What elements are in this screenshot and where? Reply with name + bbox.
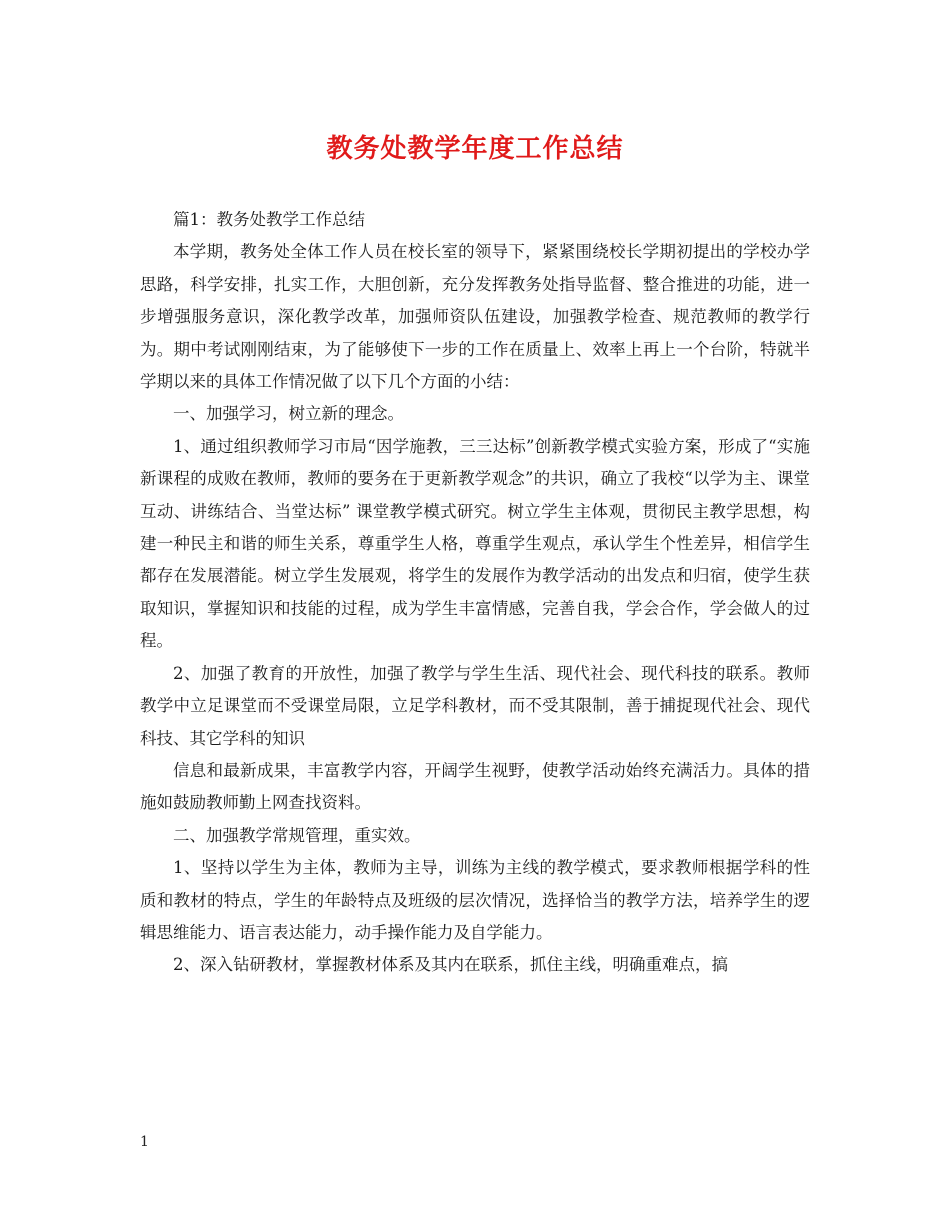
paragraph: 2、加强了教育的开放性，加强了教学与学生生活、现代社会、现代科技的联系。教师教学中立足课堂而不受课堂局限，立足学科教材，而不受其限制，善于捕捉现代社会、现代科技、其它学科的知识 (140, 663, 810, 748)
paragraph: 2、深入钻研教材，掌握教材体系及其内在联系，抓住主线，明确重难点，搞 (173, 955, 728, 975)
paragraph: 信息和最新成果，丰富教学内容，开阔学生视野，使教学活动始终充满活力。具体的措施如鼓励教师勤上网查找资料。 (140, 760, 810, 813)
paragraph: 本学期，教务处全体工作人员在校长室的领导下，紧紧围绕校长学期初提出的学校办学思路，科学安排，扎实工作，大胆创新，充分发挥教务处指导监督、整合推进的功能，进一步增强服务意识，深化教学改革，加强师资队伍建设，加强教学检查、规范教师的教学行为。期中考试刚刚结束，为了能够使下一步的工作在质量上、效率上再上一个台阶，特就半学期以来的具体工作情况做了以下几个方面的小结： (140, 242, 810, 392)
document-body (140, 204, 810, 982)
page-number: 1 (140, 1134, 149, 1150)
paragraph: 1、通过组织教师学习市局“因学施教，三三达标”创新教学模式实验方案，形成了“实施新课程的成败在教师，教师的要务在于更新教学观念”的共识，确立了我校“以学为主、课堂互动、讲练结合、当堂达标” 课堂教学模式研究。树立学生主体观，贯彻民主教学思想，构建一种民主和谐的师生关系，尊重学生人格，尊重学生观点，承认学生个性差异，相信学生都存在发展潜能。树立学生发展观，将学生的发展作为教学活动的出发点和归宿，使学生获取知识，掌握知识和技能的过程，成为学生丰富情感，完善自我，学会合作，学会做人的过程。 (140, 436, 810, 651)
paragraph: 1、坚持以学生为主体，教师为主导，训练为主线的教学模式，要求教师根据学科的性质和教材的特点，学生的年龄特点及班级的层次情况，选择恰当的教学方法，培养学生的逻辑思维能力、语言表达能力，动手操作能力及自学能力。 (140, 858, 810, 942)
section-heading: 篇1：教务处教学工作总结 (173, 210, 365, 229)
section-heading: 一、加强学习，树立新的理念。 (173, 404, 404, 424)
section-heading: 二、加强教学常规管理，重实效。 (173, 825, 421, 845)
document-title: 教务处教学年度工作总结 (326, 134, 624, 164)
